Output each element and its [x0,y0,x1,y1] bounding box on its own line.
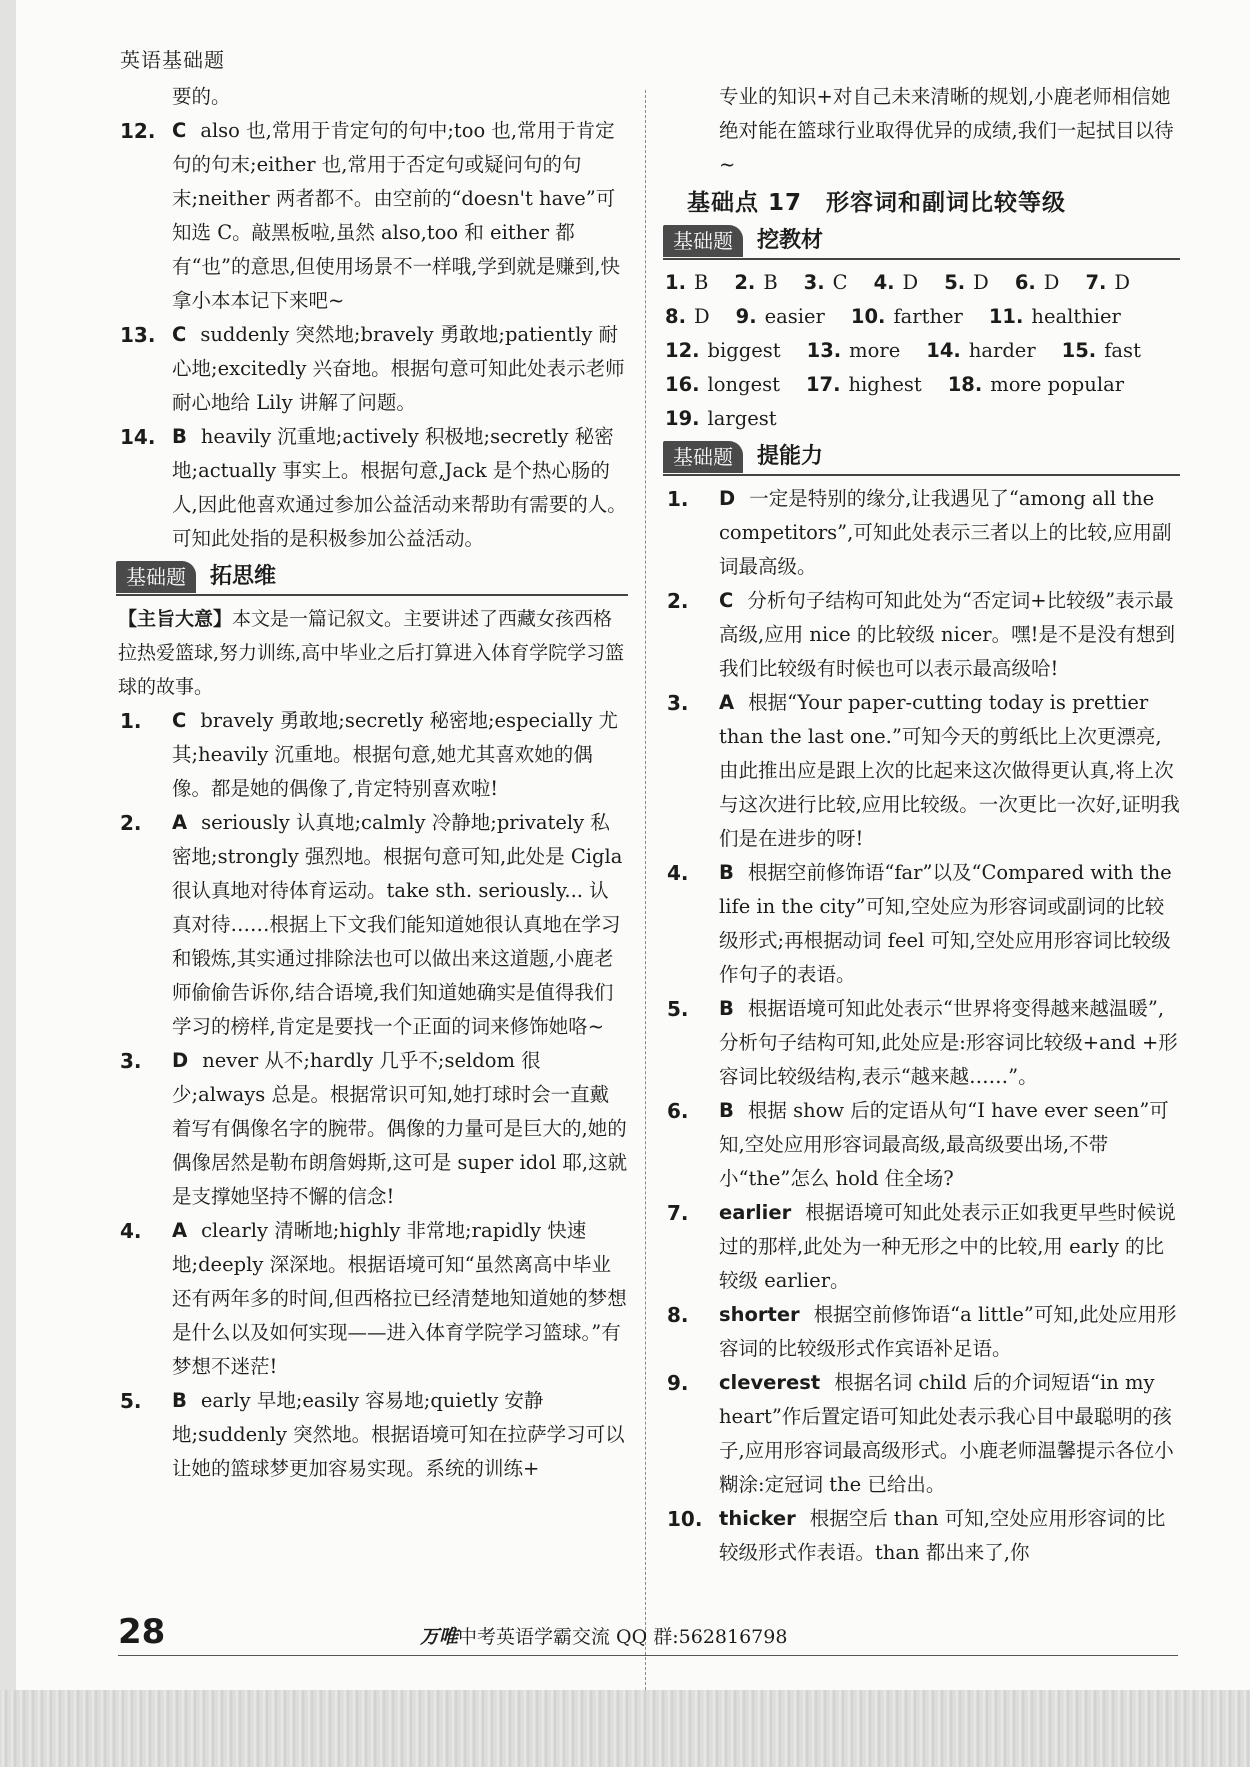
answer-value: D [902,271,919,294]
answer-cell [665,402,777,436]
item-number: 6. [667,1099,689,1123]
answer-item-3 [665,686,1180,856]
answer-num: 10. [850,305,886,328]
left-column [118,80,628,1486]
item-explanation: heavily 沉重地;actively 积极地;secretly 秘密地;actually 事实上。根据句意,Jack 是个热心肠的人,因此他喜欢通过参加公益活动来帮助有需要的人。可知此处指的是积极参加公益活动。 [172,425,627,550]
item-answer: earlier [719,1201,792,1224]
item-explanation: 根据语境可知此处表示正如我更早些时候说过的那样,此处为一种无形之中的比较,用 early 的比较级 earlier。 [719,1201,1176,1292]
answer-value: B [693,271,709,294]
item-explanation: 根据 show 后的定语从句“I have ever seen”可知,空处应用形容词最高级,最高级要出场,不带小“the”怎么 hold 住全场? [719,1099,1169,1190]
item-answer: cleverest [719,1371,821,1394]
answer-num: 6. [1014,271,1036,294]
main-idea-label: 【主旨大意】 [118,608,233,630]
answer-item-14 [118,420,628,556]
answer-value: farther [893,305,963,328]
brand-logo: 万唯 [420,1626,459,1648]
item-number: 1. [667,487,689,511]
answer-value: B [763,271,778,294]
item-explanation: 根据空前修饰语“a little”可知,此处应用形容词的比较级形式作宾语补足语。 [719,1303,1177,1360]
scan-bottom-band [0,1690,1250,1767]
item-explanation: bravely 勇敢地;secretly 秘密地;especially 尤其;heavily 沉重地。根据句意,她尤其喜欢她的偶像。都是她的偶像了,肯定特别喜欢啦! [172,709,619,800]
answer-row [665,266,1180,300]
answer-item-2 [118,806,628,1044]
answer-num: 14. [926,339,961,362]
answer-value: healthier [1031,305,1121,328]
page-number: 28 [118,1612,166,1652]
item-answer: C [172,119,187,142]
answer-value: more [849,339,901,362]
answer-num: 11. [988,305,1024,328]
answer-cell [804,266,848,300]
answer-item-10 [665,1502,1180,1570]
answer-cell [734,266,777,300]
answer-cell [665,368,780,402]
scan-edge [0,0,16,1767]
item-explanation: suddenly 突然地;bravely 勇敢地;patiently 耐心地;excitedly 兴奋地。根据句意可知此处表示老师耐心地给 Lily 讲解了问题。 [172,323,625,414]
item-answer: B [719,861,734,884]
item-answer: B [719,997,734,1020]
answer-item-13 [118,318,628,420]
item-answer: B [719,1099,734,1122]
item-answer: A [172,1219,188,1242]
answer-value: C [832,271,848,294]
continued-text: 专业的知识+对自己未来清晰的规划,小鹿老师相信她绝对能在篮球行业取得优异的成绩,我们一起拭目以待~ [719,85,1174,176]
item-answer: A [719,691,735,714]
item-answer: B [172,425,187,448]
answer-item-6 [665,1094,1180,1196]
main-idea-text: 本文是一篇记叙文。主要讲述了西藏女孩西格拉热爱篮球,努力训练,高中毕业之后打算进入体育学院学习篮球的故事。 [118,608,625,698]
item-answer: C [172,709,187,732]
answer-value: more popular [990,373,1125,396]
answer-value: longest [707,373,780,396]
item-number: 5. [120,1389,142,1413]
answer-num: 12. [665,339,700,362]
item-explanation: never 从不;hardly 几乎不;seldom 很少;always 总是。根据常识可知,她打球时会一直戴着写有偶像名字的腕带。偶像的力量可是巨大的,她的偶像居然是勒布朗詹姆斯,这可是 super idol 耶,这就是支撑她坚持不懈的信念! [172,1049,628,1208]
item-answer: shorter [719,1303,800,1326]
item-number: 2. [120,811,142,835]
item-number: 10. [667,1507,703,1531]
item-answer: thicker [719,1507,796,1530]
section-title: 提能力 [757,444,824,469]
item-number: 8. [667,1303,689,1327]
item-number: 3. [667,691,689,715]
answer-value: D [973,271,989,294]
answer-item-9 [665,1366,1180,1502]
item-number: 14. [120,425,156,449]
item-explanation: clearly 清晰地;highly 非常地;rapidly 快速地;deeply 深深地。根据语境可知“虽然离高中毕业还有两年多的时间,但西格拉已经清楚地知道她的梦想是什么以及如何实现——进入体育学院学习篮球。”有梦想不迷茫! [172,1219,627,1378]
item-number: 2. [667,589,689,613]
answer-item-4 [118,1214,628,1384]
answer-num: 2. [734,271,756,294]
item-answer: A [172,811,188,834]
answer-cell [989,300,1121,334]
item-number: 3. [120,1049,142,1073]
item-answer: C [719,589,734,612]
section-heading [663,440,1180,476]
item-explanation: 一定是特别的缘分,让我遇见了“among all the competitors”,可知此处表示三者以上的比较,应用副词最高级。 [719,487,1172,578]
item-explanation: 根据“Your paper-cutting today is prettier than the last one.”可知今天的剪纸比上次更漂亮,由此推出应是跟上次的比起来这次做得更认真,将上次与这次进行比较,应用比较级。一次更比一次好,证明我们是在进步的呀! [719,691,1180,850]
answer-value: highest [848,373,922,396]
answer-value: D [1043,271,1060,294]
answer-cell [665,266,708,300]
answer-value: easier [764,305,825,328]
running-header: 英语基础题 [120,48,225,72]
answer-cell [665,300,710,334]
answer-grid [665,266,1180,436]
answer-num: 7. [1085,271,1107,294]
answer-item-1 [118,704,628,806]
answer-cell [926,334,1035,368]
section-label: 基础题 [663,225,743,257]
right-column [665,80,1180,1570]
answer-cell [1015,266,1060,300]
item-answer: B [172,1389,187,1412]
answer-num: 19. [665,407,700,430]
answer-cell [948,368,1124,402]
item-number: 7. [667,1201,689,1225]
answer-value: biggest [707,339,781,362]
answer-num: 17. [805,373,841,396]
answer-item-4 [665,856,1180,992]
section-title: 挖教材 [757,228,824,253]
footer-text [420,1622,787,1649]
answer-cell [874,266,919,300]
answer-value: largest [707,407,777,430]
answer-cell [736,300,825,334]
footer-rule [118,1655,1178,1656]
item-number: 9. [667,1371,689,1395]
answer-cell [665,334,781,368]
answer-item-1 [665,482,1180,584]
section-heading [116,560,628,596]
answer-num: 18. [947,373,983,396]
item-number: 5. [667,997,689,1021]
answer-item-12 [118,114,628,318]
answer-num: 8. [665,305,686,328]
answer-num: 5. [944,271,966,294]
answer-value: D [1114,271,1131,294]
item-number: 13. [120,323,156,347]
continued-text: 要的。 [172,85,231,108]
section-title: 拓思维 [210,564,277,589]
answer-row [665,334,1180,368]
item-answer: D [172,1049,189,1072]
section-label: 基础题 [116,561,196,593]
answer-value: fast [1104,339,1141,362]
answer-value: D [693,305,710,328]
answer-value: harder [968,339,1036,362]
item-explanation: 根据空后 than 可知,空处应用形容词的比较级形式作表语。than 都出来了,你 [719,1507,1166,1564]
answer-num: 9. [735,305,757,328]
answer-item-8 [665,1298,1180,1366]
item-answer: D [719,487,736,510]
column-divider [645,90,646,1705]
item-explanation: 分析句子结构可知此处为“否定词+比较级”表示最高级,应用 nice 的比较级 nicer。嘿!是不是没有想到我们比较级有时候也可以表示最高级哈! [719,589,1175,680]
answer-num: 4. [873,271,895,294]
item-explanation: seriously 认真地;calmly 冷静地;privately 私密地;strongly 强烈地。根据句意可知,此处是 Cigla 很认真地对待体育运动。take sth. seriously... 认真对待……根据上下文我们能知道她很认真地在学习和锻炼,其实通过排除法也可以做出来这道题,小鹿老师偷偷告诉你,结合语境,我们知道她确实是值得我们学习的榜样,肯定是要找一个正面的词来修饰她咯~ [172,811,623,1038]
answer-cell [806,368,922,402]
answer-num: 1. [665,271,686,294]
item-answer: C [172,323,187,346]
item-explanation: also 也,常用于肯定句的句中;too 也,常用于肯定句的句末;either 也,常用于否定句或疑问句的句末;neither 两者都不。由空前的“doesn't have”可知选 C。敲黑板啦,虽然 also,too 和 either 都有“也”的意思,但使用场景不一样哦,学到就是赚到,快拿小本本记下来吧~ [172,119,621,312]
answer-item-2 [665,584,1180,686]
answer-item-5 [118,1384,628,1486]
section-label: 基础题 [663,441,743,473]
answer-item-5 [665,992,1180,1094]
answer-num: 3. [803,271,825,294]
item-number: 1. [120,709,142,733]
main-idea [118,602,628,704]
item-explanation: 根据名词 child 后的介词短语“in my heart”作后置定语可知此处表示我心目中最聪明的孩子,应用形容词最高级形式。小鹿老师温馨提示各位小糊涂:定冠词 the 已给出。 [719,1371,1174,1496]
footer-contact: 中考英语学霸交流 QQ 群:562816798 [458,1626,788,1648]
item-number: 12. [120,119,156,143]
answer-item-7 [665,1196,1180,1298]
answer-cell [807,334,901,368]
item-explanation: 根据空前修饰语“far”以及“Compared with the life in the city”可知,空处应为形容词或副词的比较级形式;再根据动词 feel 可知,空处应用形容词比较级作句子的表语。 [719,861,1172,986]
answer-cell [944,266,989,300]
basic-point-title: 基础点 17 形容词和副词比较等级 [687,190,1067,216]
answer-cell [1062,334,1141,368]
item-explanation: early 早地;easily 容易地;quietly 安静地;suddenly 突然地。根据语境可知在拉萨学习可以让她的篮球梦更加容易实现。系统的训练+ [172,1389,625,1480]
answer-row [665,300,1180,334]
answer-num: 16. [665,373,700,396]
answer-cell [1085,266,1130,300]
section-heading [663,224,1180,260]
item-explanation: 根据语境可知此处表示“世界将变得越来越温暖”,分析句子结构可知,此处应是:形容词比较级+and +形容词比较级结构,表示“越来越……”。 [719,997,1178,1088]
answer-num: 13. [806,339,842,362]
answer-num: 15. [1061,339,1097,362]
item-number: 4. [667,861,689,885]
answer-row [665,402,1180,436]
answer-row [665,368,1180,402]
item-number: 4. [120,1219,142,1243]
answer-cell [851,300,963,334]
answer-item-3 [118,1044,628,1214]
